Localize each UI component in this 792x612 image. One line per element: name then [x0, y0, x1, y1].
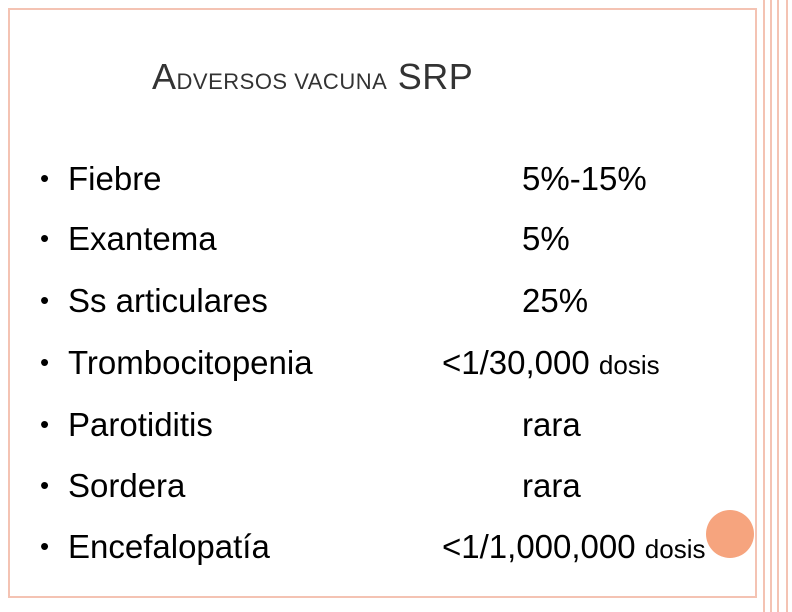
list-item — [40, 344, 313, 382]
list-item — [40, 160, 162, 198]
item-label: Exantema — [68, 220, 217, 257]
item-value: <1/1,000,000 dosis — [442, 528, 706, 565]
bullet-icon: • — [40, 409, 50, 439]
slide-title: ADVERSOS VACUNA SRP — [152, 56, 474, 97]
bullet-icon: • — [40, 470, 50, 500]
list-item — [40, 406, 213, 444]
list-item — [40, 220, 217, 258]
bullet-icon: • — [40, 163, 50, 193]
item-unit: dosis — [598, 350, 660, 380]
item-label: Sordera — [68, 467, 186, 504]
bullet-icon: • — [40, 531, 50, 561]
decor-line — [786, 0, 788, 612]
item-label: Trombocitopenia — [68, 344, 313, 381]
decor-line — [777, 0, 779, 612]
item-unit: dosis — [644, 534, 706, 564]
list-item — [40, 282, 268, 320]
item-value: rara — [522, 467, 581, 504]
item-value: 25% — [522, 282, 589, 319]
item-value: 5% — [522, 220, 570, 257]
bullet-icon: • — [40, 347, 50, 377]
item-value: rara — [522, 406, 581, 443]
list-item — [40, 467, 185, 505]
item-label: Encefalopatía — [68, 528, 270, 565]
decor-line — [763, 0, 765, 612]
item-label: Fiebre — [68, 160, 162, 197]
decor-circle — [706, 510, 754, 558]
item-value: 5%-15% — [522, 160, 647, 197]
list-item — [40, 528, 270, 566]
bullet-icon: • — [40, 223, 50, 253]
item-label: Ss articulares — [68, 282, 268, 319]
item-value: <1/30,000 dosis — [442, 344, 660, 381]
bullet-icon: • — [40, 285, 50, 315]
decor-line — [770, 0, 772, 612]
item-label: Parotiditis — [68, 406, 213, 443]
